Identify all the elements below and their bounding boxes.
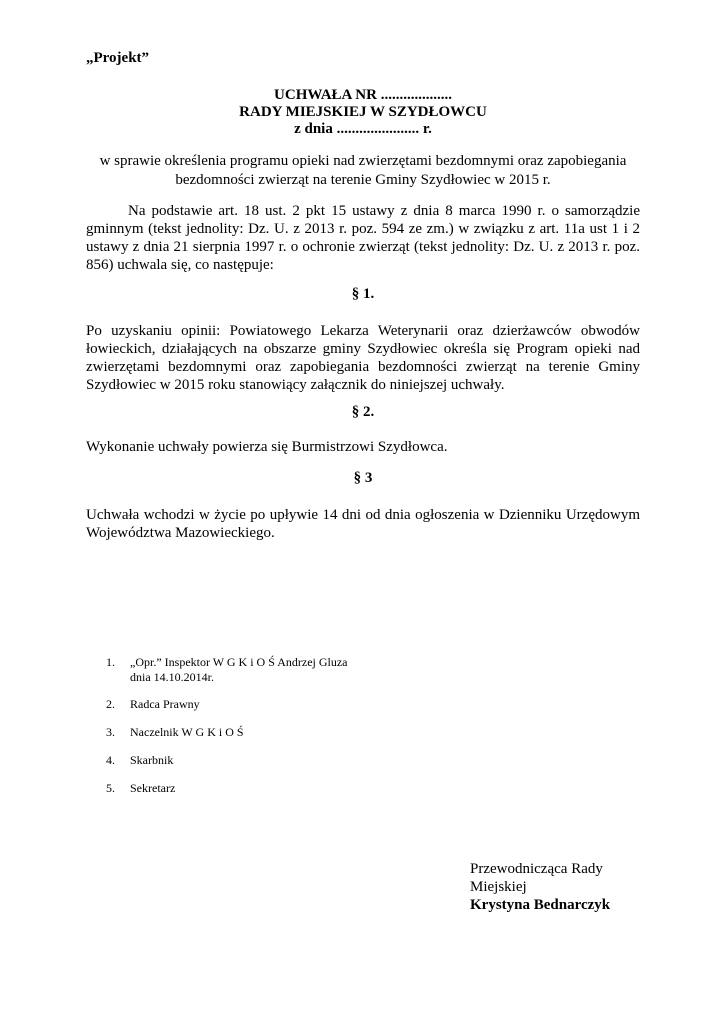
- signature-title: Miejskiej: [470, 879, 527, 895]
- subject-line: w sprawie określenia programu opieki nad zwierzętami bezdomnymi oraz zapobiegania: [99, 153, 627, 169]
- legal-basis-text: Na podstawie art. 18 ust. 2 pkt 15 ustawy z dnia 8 marca 1990 r. o samorządzie gminnym (tekst jednolity: Dz. U. z 2013 r. poz. 594 ze zm.) w związku z art. 11a ust 1 i 2 ustawy z dnia 21 sierpnia 1997 r. o ochronie zwierząt (tekst jednolity: Dz. U. z 2013 r. poz. 856) uchwala się, co następuje:: [86, 203, 640, 273]
- approval-line: dnia 14.10.2014r.: [130, 670, 214, 684]
- signature-block: [470, 860, 610, 914]
- legal-basis-paragraph: [86, 202, 640, 274]
- resolution-date: z dnia ...................... r.: [294, 121, 432, 137]
- approval-text: [130, 655, 420, 685]
- approval-number: 4.: [106, 753, 115, 767]
- signature-title: Przewodnicząca Rady: [470, 861, 603, 877]
- resolution-title: [86, 87, 640, 138]
- approval-line: Sekretarz: [130, 781, 176, 795]
- resolution-number: UCHWAŁA NR ...................: [274, 87, 452, 103]
- section-3-text: Uchwała wchodzi w życie po upływie 14 dni od dnia ogłoszenia w Dzienniku Urzędowym Województwa Mazowieckiego.: [86, 507, 640, 541]
- approval-number: 5.: [106, 781, 115, 795]
- section-3-heading: § 3: [353, 470, 373, 486]
- approval-line: Skarbnik: [130, 753, 174, 767]
- approval-number: 1.: [106, 655, 115, 669]
- approval-line: Naczelnik W G K i O Ś: [130, 725, 244, 739]
- approval-line: Radca Prawny: [130, 697, 200, 711]
- project-label: „Projekt”: [86, 50, 150, 66]
- approval-number: 2.: [106, 697, 115, 711]
- section-1-text: Po uzyskaniu opinii: Powiatowego Lekarza Weterynarii oraz dzierżawców obwodów łowieckich, działających na obszarze gminy Szydłowiec określa się Program opieki nad zwierzętami bezdomnymi oraz zapobiegania bezdomności zwierząt na terenie Gminy Szydłowiec w 2015 roku stanowiący załącznik do niniejszej uchwały.: [86, 323, 640, 393]
- approval-line: „Opr.” Inspektor W G K i O Ś Andrzej Gluza: [130, 655, 348, 669]
- section-2-heading: § 2.: [351, 404, 375, 420]
- approval-number: 3.: [106, 725, 115, 739]
- resolution-subject: [86, 152, 640, 190]
- council-name: RADY MIEJSKIEJ W SZYDŁOWCU: [239, 104, 487, 120]
- subject-line: bezdomności zwierząt na terenie Gminy Szydłowiec w 2015 r.: [175, 172, 551, 188]
- section-1-heading: § 1.: [351, 286, 375, 302]
- signature-name: Krystyna Bednarczyk: [470, 897, 611, 913]
- section-2-text: Wykonanie uchwały powierza się Burmistrzowi Szydłowca.: [86, 439, 448, 455]
